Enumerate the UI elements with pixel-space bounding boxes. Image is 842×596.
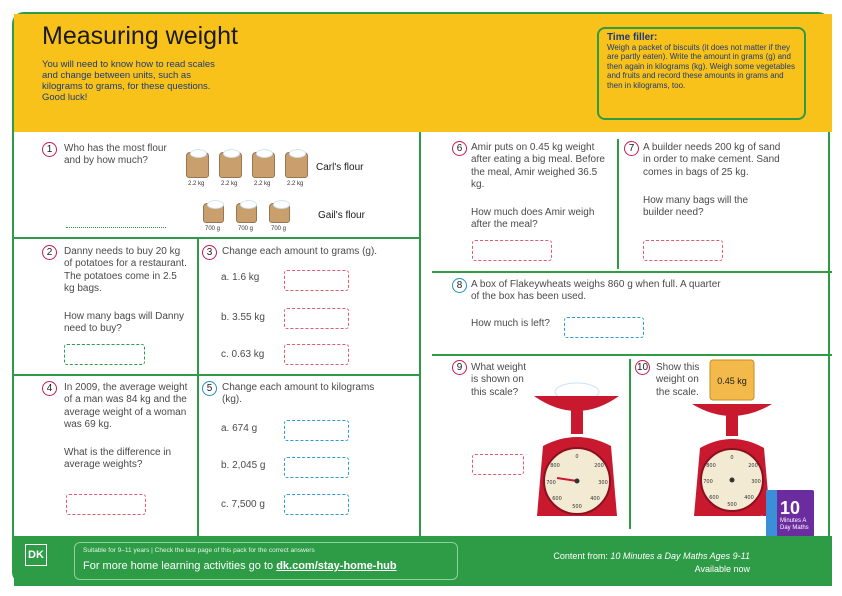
question-9-answer-box[interactable] bbox=[472, 454, 524, 475]
gail-flour-label: Gail's flour bbox=[318, 210, 365, 221]
intro-text: You will need to know how to read scales and change between units, such as kilograms to grams, for these questions. Good luck! bbox=[42, 59, 215, 103]
question-3b-answer-box[interactable] bbox=[284, 308, 349, 329]
book-title: Minutes A Day Maths bbox=[780, 518, 809, 531]
question-5c-answer-box[interactable] bbox=[284, 494, 349, 515]
time-filler-text: Weigh a packet of biscuits (it does not matter if they are partly eaten). Write the amount in grams (g) and then again in kilograms (kg). Weigh some vegetables and fruits and record these amounts in grams and then in kilograms, too. bbox=[607, 43, 795, 90]
sack-weight-label: 2.2 kg bbox=[287, 181, 304, 187]
question-8-number: 8 bbox=[452, 278, 467, 293]
question-3b-label: b. 3.55 kg bbox=[221, 312, 265, 323]
question-5-text: Change each amount to kilograms (kg). bbox=[222, 382, 375, 406]
footer-link-line bbox=[83, 560, 397, 572]
book-spine-text: Maths bbox=[758, 515, 766, 536]
question-3-number: 3 bbox=[202, 245, 217, 260]
dial-label: 800 bbox=[550, 463, 560, 469]
question-3a-answer-box[interactable] bbox=[284, 270, 349, 291]
divider bbox=[432, 271, 832, 273]
sack-weight-label: 2.2 kg bbox=[221, 181, 238, 187]
question-4-number: 4 bbox=[42, 381, 57, 396]
scale-stem bbox=[726, 414, 738, 436]
divider bbox=[197, 237, 199, 536]
sack-weight-label: 2.2 kg bbox=[254, 181, 271, 187]
dial-label: 0 bbox=[730, 455, 734, 461]
weighing-scale-q9 bbox=[519, 366, 619, 526]
dial-label: 800 bbox=[706, 463, 716, 469]
page-title: Measuring weight bbox=[42, 22, 238, 50]
divider bbox=[14, 374, 419, 376]
flour-sack bbox=[186, 152, 209, 178]
book-source-title: 10 Minutes a Day Maths Ages 9-11 bbox=[610, 551, 750, 561]
flour-sack bbox=[203, 203, 224, 223]
dial-label: 700 bbox=[546, 480, 556, 486]
dial-label: 300 bbox=[751, 479, 761, 485]
question-10-text: Show this weight on the scale. bbox=[656, 362, 700, 398]
flour-sack bbox=[219, 152, 242, 178]
question-8-question: How much is left? bbox=[471, 318, 550, 329]
question-5b-label: b. 2,045 g bbox=[221, 460, 266, 471]
question-2-question: How many bags will Danny need to buy? bbox=[64, 311, 185, 335]
question-7-answer-box[interactable] bbox=[643, 240, 723, 261]
divider bbox=[617, 139, 619, 269]
footer-info-box bbox=[74, 542, 458, 580]
question-4-question: What is the difference in average weights? bbox=[64, 447, 172, 471]
flour-sack bbox=[269, 203, 290, 223]
question-7-number: 7 bbox=[624, 141, 639, 156]
question-7-question: How many bags will the builder need? bbox=[643, 195, 749, 219]
question-3c-label: c. 0.63 kg bbox=[221, 349, 265, 360]
question-8-answer-box[interactable] bbox=[564, 317, 644, 338]
question-5a-answer-box[interactable] bbox=[284, 420, 349, 441]
dial-label: 500 bbox=[572, 504, 582, 510]
question-7-text: A builder needs 200 kg of sand in order to make cement. Sand comes in bags of 25 kg. bbox=[643, 142, 781, 178]
question-5b-answer-box[interactable] bbox=[284, 457, 349, 478]
question-5c-label: c. 7,500 g bbox=[221, 499, 265, 510]
header bbox=[14, 14, 832, 132]
dial-center bbox=[730, 478, 735, 483]
sack-weight-label: 700 g bbox=[271, 226, 287, 232]
carl-flour-label: Carl's flour bbox=[316, 162, 364, 173]
dial-label: 200 bbox=[594, 463, 604, 469]
dial-center bbox=[575, 479, 580, 484]
question-6-answer-box[interactable] bbox=[472, 240, 552, 261]
question-3c-answer-box[interactable] bbox=[284, 344, 349, 365]
question-1-text: Who has the most flour and by how much? bbox=[64, 143, 167, 167]
dial-label: 300 bbox=[598, 480, 608, 486]
divider bbox=[629, 359, 631, 529]
question-2-text: Danny needs to buy 20 kg of potatoes for a restaurant. The potatoes come in 2.5 kg bags. bbox=[64, 246, 187, 294]
content-from-text bbox=[544, 551, 750, 561]
question-9-number: 9 bbox=[452, 360, 467, 375]
question-1-number: 1 bbox=[42, 142, 57, 157]
divider bbox=[14, 237, 419, 239]
content-from-prefix: Content from: bbox=[553, 551, 611, 561]
question-5-number: 5 bbox=[202, 381, 217, 396]
book-number: 10 bbox=[780, 498, 801, 518]
answer-line[interactable] bbox=[66, 227, 166, 228]
footer bbox=[14, 536, 832, 586]
question-2-answer-box[interactable] bbox=[64, 344, 145, 365]
question-3-text: Change each amount to grams (g). bbox=[222, 246, 378, 257]
dial-label: 500 bbox=[727, 502, 737, 508]
dial-label: 400 bbox=[744, 495, 754, 501]
available-now-text: Available now bbox=[694, 564, 750, 574]
question-4-text: In 2009, the average weight of a man was 84 kg and the average weight of a woman was 69 kg. bbox=[64, 382, 188, 430]
sack-weight-label: 700 g bbox=[205, 226, 221, 232]
question-6-number: 6 bbox=[452, 141, 467, 156]
question-9-text: What weight is shown on this scale? bbox=[471, 362, 527, 398]
dk-logo: DK bbox=[25, 544, 47, 566]
divider bbox=[419, 132, 421, 536]
time-filler-title: Time filler: bbox=[607, 32, 658, 43]
dial-label: 600 bbox=[709, 495, 719, 501]
question-2-number: 2 bbox=[42, 245, 57, 260]
sack-weight-label: 2.2 kg bbox=[188, 181, 205, 187]
stay-home-hub-link[interactable]: dk.com/stay-home-hub bbox=[276, 560, 397, 572]
time-filler-box bbox=[597, 27, 806, 120]
footer-suitability-text: Suitable for 9–11 years | Check the last page of this pack for the correct answers bbox=[83, 547, 315, 554]
question-3a-label: a. 1.6 kg bbox=[221, 272, 260, 283]
question-4-answer-box[interactable] bbox=[66, 494, 146, 515]
scale-stem bbox=[571, 408, 583, 434]
worksheet bbox=[12, 12, 830, 584]
dial-label: 600 bbox=[552, 496, 562, 502]
question-6-text: Amir puts on 0.45 kg weight after eating a big meal. Before the meal, Amir weighed 36.5 kg. bbox=[471, 142, 605, 190]
flour-sack bbox=[236, 203, 257, 223]
flour-sack bbox=[252, 152, 275, 178]
footer-link-prefix: For more home learning activities go to bbox=[83, 560, 277, 572]
dial-label: 700 bbox=[703, 479, 713, 485]
question-10-number: 10 bbox=[636, 362, 649, 373]
weighing-scale-q10 bbox=[684, 354, 774, 526]
dial-label: 400 bbox=[590, 496, 600, 502]
flour-sack bbox=[285, 152, 308, 178]
box-weight-label: 0.45 kg bbox=[717, 376, 747, 386]
dial-label: 0 bbox=[575, 454, 579, 460]
question-8-text: A box of Flakeywheats weighs 860 g when full. A quarter of the box has been used. bbox=[471, 279, 721, 303]
question-5a-label: a. 674 g bbox=[221, 423, 258, 434]
sack-weight-label: 700 g bbox=[238, 226, 254, 232]
dial-label: 200 bbox=[748, 463, 758, 469]
question-6-question: How much does Amir weigh after the meal? bbox=[471, 207, 595, 231]
